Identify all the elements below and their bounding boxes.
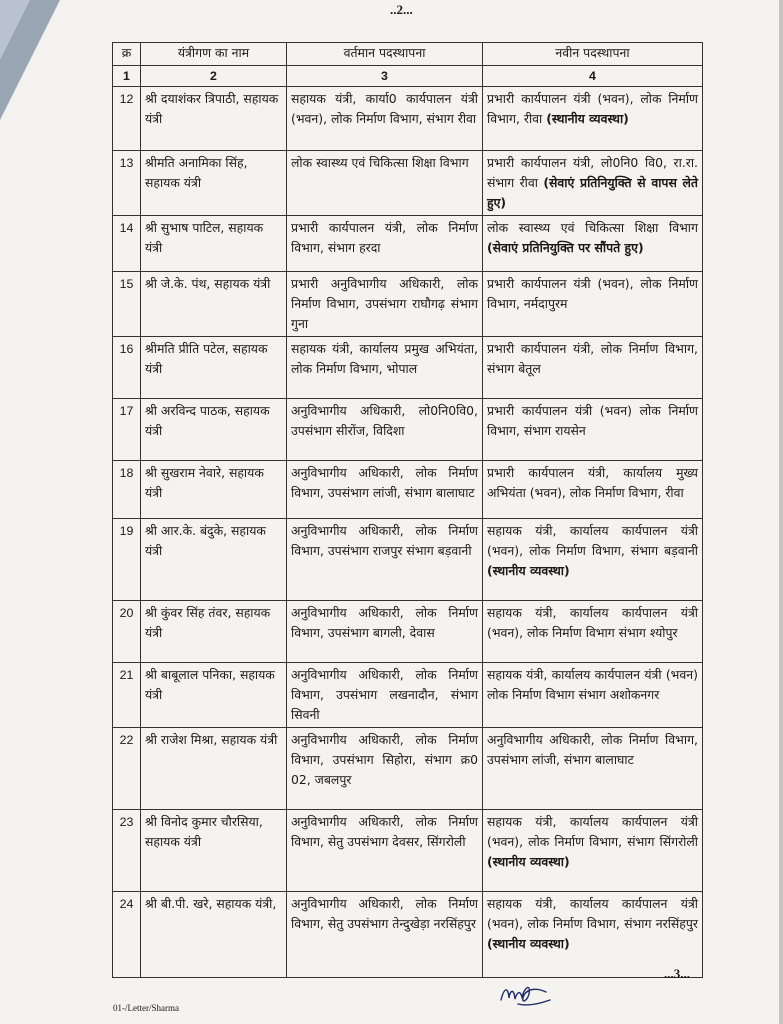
posting-note: (स्थानीय व्यवस्था) xyxy=(487,854,570,869)
serial-number: 18 xyxy=(113,461,141,519)
table-row xyxy=(113,87,703,151)
current-posting: अनुविभागीय अधिकारी, लोक निर्माण विभाग, सेतु उपसंभाग देवसर, सिंगरोली xyxy=(287,810,483,892)
new-posting xyxy=(483,87,703,151)
posting-note: (स्थानीय व्यवस्था) xyxy=(487,936,570,951)
new-posting-text: सहायक यंत्री, कार्यालय कार्यपालन यंत्री (भवन), लोक निर्माण विभाग संभाग श्योपुर xyxy=(487,605,698,640)
current-posting: प्रभारी कार्यपालन यंत्री, लोक निर्माण विभाग, संभाग हरदा xyxy=(287,216,483,272)
current-posting: अनुविभागीय अधिकारी, लोक निर्माण विभाग, उपसंभाग बागली, देवास xyxy=(287,601,483,663)
engineer-name: श्री दयाशंकर त्रिपाठी, सहायक यंत्री xyxy=(141,87,287,151)
serial-number: 19 xyxy=(113,519,141,601)
new-posting xyxy=(483,892,703,978)
new-posting-text: लोक स्वास्थ्य एवं चिकित्सा शिक्षा विभाग xyxy=(487,220,698,235)
table-row xyxy=(113,728,703,810)
new-posting-text: प्रभारी कार्यपालन यंत्री, कार्यालय मुख्य अभियंता (भवन), लोक निर्माण विभाग, रीवा xyxy=(487,465,698,500)
posting-note: (स्थानीय व्यवस्था) xyxy=(546,111,629,126)
new-posting-text: अनुविभागीय अधिकारी, लोक निर्माण विभाग, उपसंभाग लांजी, संभाग बालाघाट xyxy=(487,732,698,767)
new-posting-text: प्रभारी कार्यपालन यंत्री (भवन), लोक निर्माण विभाग, रीवा xyxy=(487,91,698,126)
engineer-name: श्री सुभाष पाटिल, सहायक यंत्री xyxy=(141,216,287,272)
posting-note: (सेवाएं प्रतिनियुक्ति पर सौंपते हुए) xyxy=(487,240,644,255)
current-posting: अनुविभागीय अधिकारी, लोक निर्माण विभाग, उपसंभाग लांजी, संभाग बालाघाट xyxy=(287,461,483,519)
current-posting: अनुविभागीय अधिकारी, लोक निर्माण विभाग, उपसंभाग सिहोरा, संभाग क्र0 02, जबलपुर xyxy=(287,728,483,810)
new-posting xyxy=(483,810,703,892)
document-reference: 01-/Letter/Sharma xyxy=(113,1003,179,1013)
current-posting: अनुविभागीय अधिकारी, लोक निर्माण विभाग, उपसंभाग लखनादौन, संभाग सिवनी xyxy=(287,663,483,728)
new-posting xyxy=(483,461,703,519)
new-posting-text: सहायक यंत्री, कार्यालय कार्यपालन यंत्री (भवन) लोक निर्माण विभाग संभाग अशोकनगर xyxy=(487,667,698,702)
header-current-posting: वर्तमान पदस्थापना xyxy=(287,43,483,66)
continued-marker: ...3... xyxy=(664,966,690,981)
engineer-name: श्रीमति प्रीति पटेल, सहायक यंत्री xyxy=(141,337,287,399)
serial-number: 24 xyxy=(113,892,141,978)
table-row xyxy=(113,810,703,892)
column-number: 4 xyxy=(483,66,703,87)
serial-number: 17 xyxy=(113,399,141,461)
serial-number: 23 xyxy=(113,810,141,892)
new-posting-text: प्रभारी कार्यपालन यंत्री (भवन) लोक निर्माण विभाग, संभाग रायसेन xyxy=(487,403,698,438)
new-posting xyxy=(483,601,703,663)
table-row xyxy=(113,151,703,216)
serial-number: 21 xyxy=(113,663,141,728)
table-row xyxy=(113,337,703,399)
new-posting xyxy=(483,272,703,337)
table-row xyxy=(113,519,703,601)
table-row xyxy=(113,601,703,663)
current-posting: प्रभारी अनुविभागीय अधिकारी, लोक निर्माण विभाग, उपसंभाग राघौगढ़ संभाग गुना xyxy=(287,272,483,337)
header-name: यंत्रीगण का नाम xyxy=(141,43,287,66)
current-posting: अनुविभागीय अधिकारी, लोक निर्माण विभाग, उपसंभाग राजपुर संभाग बड़वानी xyxy=(287,519,483,601)
serial-number: 20 xyxy=(113,601,141,663)
new-posting-text: सहायक यंत्री, कार्यालय कार्यपालन यंत्री (भवन), लोक निर्माण विभाग, संभाग बड़वानी xyxy=(487,523,698,558)
engineer-name: श्री राजेश मिश्रा, सहायक यंत्री xyxy=(141,728,287,810)
header-new-posting: नवीन पदस्थापना xyxy=(483,43,703,66)
serial-number: 15 xyxy=(113,272,141,337)
column-number: 1 xyxy=(113,66,141,87)
header-serial: क्र xyxy=(113,43,141,66)
table-row xyxy=(113,663,703,728)
new-posting xyxy=(483,519,703,601)
serial-number: 12 xyxy=(113,87,141,151)
column-number-row xyxy=(113,66,703,87)
posting-note: (सेवाएं प्रतिनियुक्ति से वापस लेते हुए) xyxy=(487,175,698,210)
table-body xyxy=(113,87,703,978)
page-corner-fold xyxy=(0,0,30,60)
signature xyxy=(498,978,554,1010)
current-posting: लोक स्वास्थ्य एवं चिकित्सा शिक्षा विभाग xyxy=(287,151,483,216)
table-row xyxy=(113,461,703,519)
new-posting xyxy=(483,151,703,216)
current-posting: अनुविभागीय अधिकारी, लो0नि0वि0, उपसंभाग सीरोंज, विदिशा xyxy=(287,399,483,461)
serial-number: 22 xyxy=(113,728,141,810)
posting-table xyxy=(112,42,703,978)
column-number: 3 xyxy=(287,66,483,87)
serial-number: 14 xyxy=(113,216,141,272)
engineer-name: श्री विनोद कुमार चौरसिया, सहायक यंत्री xyxy=(141,810,287,892)
engineer-name: श्री बाबूलाल पनिका, सहायक यंत्री xyxy=(141,663,287,728)
serial-number: 13 xyxy=(113,151,141,216)
column-number: 2 xyxy=(141,66,287,87)
engineer-name: श्री जे.के. पंथ, सहायक यंत्री xyxy=(141,272,287,337)
new-posting-text: प्रभारी कार्यपालन यंत्री, लो0नि0 वि0, रा.रा. संभाग रीवा xyxy=(487,155,698,190)
current-posting: अनुविभागीय अधिकारी, लोक निर्माण विभाग, सेतु उपसंभाग तेन्दुखेड़ा नरसिंहपुर xyxy=(287,892,483,978)
table-row xyxy=(113,399,703,461)
engineer-name: श्री आर.के. बंदुके, सहायक यंत्री xyxy=(141,519,287,601)
new-posting-text: प्रभारी कार्यपालन यंत्री (भवन), लोक निर्माण विभाग, नर्मदापुरम xyxy=(487,276,698,311)
table-row xyxy=(113,272,703,337)
engineer-name: श्री अरविन्द पाठक, सहायक यंत्री xyxy=(141,399,287,461)
new-posting xyxy=(483,216,703,272)
new-posting xyxy=(483,663,703,728)
new-posting-text: सहायक यंत्री, कार्यालय कार्यपालन यंत्री (भवन), लोक निर्माण विभाग, संभाग नरसिंहपुर xyxy=(487,896,698,931)
serial-number: 16 xyxy=(113,337,141,399)
table-row xyxy=(113,216,703,272)
new-posting xyxy=(483,399,703,461)
engineer-name: श्री बी.पी. खरे, सहायक यंत्री, xyxy=(141,892,287,978)
page-number: ..2... xyxy=(390,2,413,17)
posting-note: (स्थानीय व्यवस्था) xyxy=(487,563,570,578)
new-posting-text: सहायक यंत्री, कार्यालय कार्यपालन यंत्री (भवन), लोक निर्माण विभाग, संभाग सिंगरोली xyxy=(487,814,698,849)
header-row xyxy=(113,43,703,66)
page-edge xyxy=(779,0,783,1024)
new-posting xyxy=(483,337,703,399)
new-posting xyxy=(483,728,703,810)
engineer-name: श्रीमति अनामिका सिंह, सहायक यंत्री xyxy=(141,151,287,216)
current-posting: सहायक यंत्री, कार्यालय प्रमुख अभियंता, लोक निर्माण विभाग, भोपाल xyxy=(287,337,483,399)
engineer-name: श्री कुंवर सिंह तंवर, सहायक यंत्री xyxy=(141,601,287,663)
new-posting-text: प्रभारी कार्यपालन यंत्री, लोक निर्माण विभाग, संभाग बेतूल xyxy=(487,341,698,376)
engineer-name: श्री सुखराम नेवारे, सहायक यंत्री xyxy=(141,461,287,519)
table-row xyxy=(113,892,703,978)
current-posting: सहायक यंत्री, कार्या0 कार्यपालन यंत्री (भवन), लोक निर्माण विभाग, संभाग रीवा xyxy=(287,87,483,151)
